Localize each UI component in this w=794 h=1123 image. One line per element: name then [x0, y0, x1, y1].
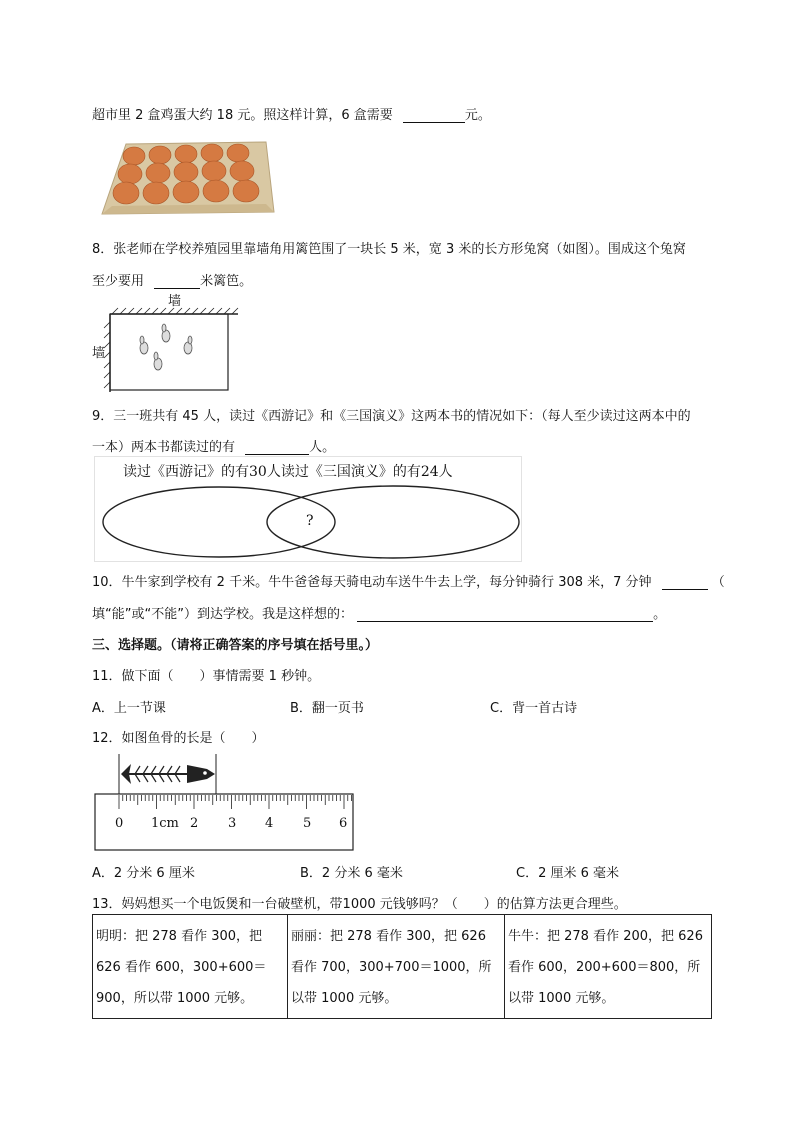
ruler-label-2: 2 [190, 816, 199, 831]
q10-text: 10．牛牛家到学校有 2 千米。牛牛爸爸每天骑电动车送牛牛去上学，每分钟骑行 308 米，7 分钟 [92, 575, 652, 590]
q8-line1: 8．张老师在学校养殖园里靠墙角用篱笆围了一块长 5 米，宽 3 米的长方形兔窝（如图）。围成这个兔窝 [92, 242, 686, 257]
q9-line1: 9．三一班共有 45 人，读过《西游记》和《三国演义》这两本书的情况如下：（每人至少读过这两本中的 [92, 409, 691, 424]
estimate-cell-lili: 丽丽：把 278 看作 300，把 626 看作 700，300+700＝1000，所以带 1000 元够。 [288, 915, 505, 1019]
q10-text-2: 填“能”或“不能”）到达学校。我是这样想的： [92, 607, 353, 622]
rabbit-pen-figure [92, 292, 242, 396]
q10-line1 [92, 571, 725, 590]
rabbit-icons [140, 324, 192, 370]
q9-line2 [92, 436, 335, 455]
table-row [93, 915, 712, 1019]
wall-top-label: 墙 [168, 294, 182, 309]
q13-stem: 13．妈妈想买一个电饭煲和一台破壁机，带1000 元钱够吗？（ ）的估算方法更合理些。 [92, 897, 627, 912]
ruler-label-0: 0 [115, 816, 124, 831]
egg-carton-image [96, 136, 276, 216]
ruler-label-1cm: 1cm [151, 816, 179, 831]
venn-center-mark: ? [306, 513, 314, 529]
q9-text: 一本）两本书都读过的有 [92, 440, 236, 455]
q11-option-a[interactable]: A．上一节课 [92, 701, 166, 716]
q12-option-a[interactable]: A．2 分米 6 厘米 [92, 866, 195, 881]
venn-diagram [94, 456, 522, 562]
fishbone-icon [121, 764, 215, 784]
q7-line [92, 104, 491, 123]
q8-text: 至少要用 [92, 274, 145, 289]
fishbone-ruler-figure [93, 750, 356, 852]
wall-left-label: 墙 [92, 346, 106, 361]
q10-line2-end: 。 [653, 607, 667, 622]
q10-reason-blank[interactable] [357, 607, 653, 622]
q8-unit: 米篱笆。 [200, 274, 253, 289]
q8-answer-blank[interactable] [154, 274, 200, 289]
q12-option-c[interactable]: C．2 厘米 6 毫米 [516, 866, 620, 881]
venn-caption: 读过《西游记》的有30人读过《三国演义》的有24人 [123, 464, 453, 480]
q10-line2 [92, 603, 666, 622]
q7-unit: 元。 [464, 108, 491, 123]
estimate-cell-mingming: 明明：把 278 看作 300，把 626 看作 600，300+600＝900，所以带 1000 元够。 [93, 915, 288, 1019]
q8-line2 [92, 270, 252, 289]
ruler-label-4: 4 [265, 816, 274, 831]
q12-option-b[interactable]: B．2 分米 6 毫米 [300, 866, 403, 881]
q13-estimate-table [92, 914, 712, 1019]
q12-stem: 12．如图鱼骨的长是（ ） [92, 731, 265, 746]
q9-answer-blank[interactable] [245, 440, 309, 455]
q11-option-c[interactable]: C．背一首古诗 [490, 701, 578, 716]
q7-text: 超市里 2 盒鸡蛋大约 18 元。照这样计算，6 盒需要 [92, 108, 393, 123]
q10-answer-blank[interactable] [662, 575, 708, 590]
q10-line1-end: （ [711, 575, 725, 590]
q9-unit: 人。 [309, 440, 336, 455]
estimate-cell-niuniu: 牛牛：把 278 看作 200，把 626 看作 600，200+600＝800，所以带 1000 元够。 [505, 915, 712, 1019]
ruler-label-5: 5 [303, 816, 312, 831]
q7-answer-blank[interactable] [403, 108, 465, 123]
section-3-heading: 三、选择题。（请将正确答案的序号填在括号里。） [92, 638, 379, 653]
q11-option-b[interactable]: B．翻一页书 [290, 701, 364, 716]
fishbone-ruler-svg [93, 750, 356, 852]
ruler-label-6: 6 [339, 816, 348, 831]
q11-stem: 11．做下面（ ）事情需要 1 秒钟。 [92, 669, 321, 684]
ruler-label-3: 3 [228, 816, 237, 831]
